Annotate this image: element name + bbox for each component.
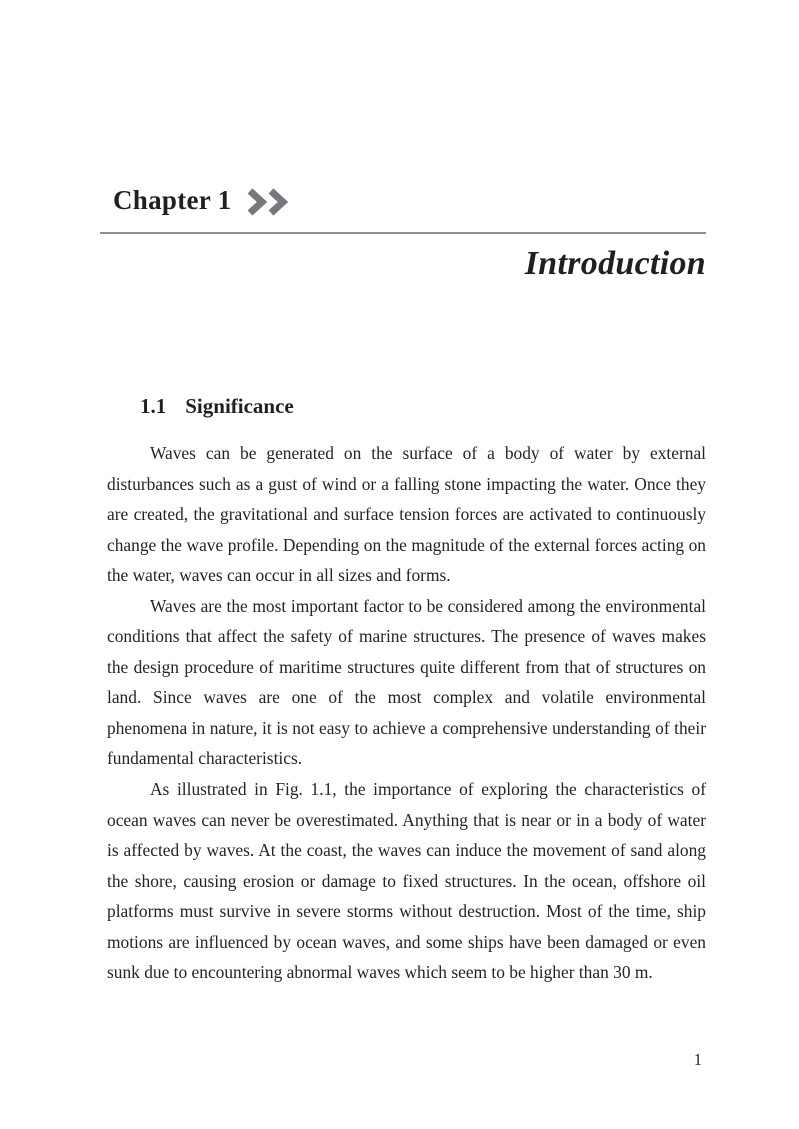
page-number: 1: [693, 1050, 702, 1069]
paragraph: Waves are the most important factor to be considered among the environmental conditions that affect the safety of marine structures. The presence of waves makes the design procedure of maritime structures quite different from that of structures on land. Since waves are one of the most complex and volatile environmental phenomena in nature, it is not easy to achieve a comprehensive understanding of their fundamental characteristics.: [107, 595, 706, 769]
double-chevron-right-icon: [246, 186, 292, 216]
section-number: 1.1: [140, 394, 167, 418]
header-rule: [100, 232, 706, 234]
chapter-header: [113, 186, 292, 216]
section-title: Significance: [185, 394, 294, 418]
chapter-label: Chapter 1: [113, 185, 232, 216]
body-paragraphs: [107, 438, 706, 988]
section-heading: [140, 394, 294, 419]
paragraph: As illustrated in Fig. 1.1, the importance of exploring the characteristics of ocean waves can never be overestimated. Anything that is near or in a body of water is affected by waves. At the coast, the waves can induce the movement of sand along the shore, causing erosion or damage to fixed structures. In the ocean, offshore oil platforms must survive in severe storms without destruction. Most of the time, ship motions are influenced by ocean waves, and some ships have been damaged or even sunk due to encountering abnormal waves which seem to be higher than 30 m.: [107, 779, 706, 983]
paragraph: Waves can be generated on the surface of a body of water by external disturbances such as a gust of wind or a falling stone impacting the water. Once they are created, the gravitational and surface tension forces are activated to continuously change the wave profile. Depending on the magnitude of the external forces acting on the water, waves can occur in all sizes and forms.: [107, 443, 706, 586]
chapter-title: Introduction: [524, 245, 706, 282]
